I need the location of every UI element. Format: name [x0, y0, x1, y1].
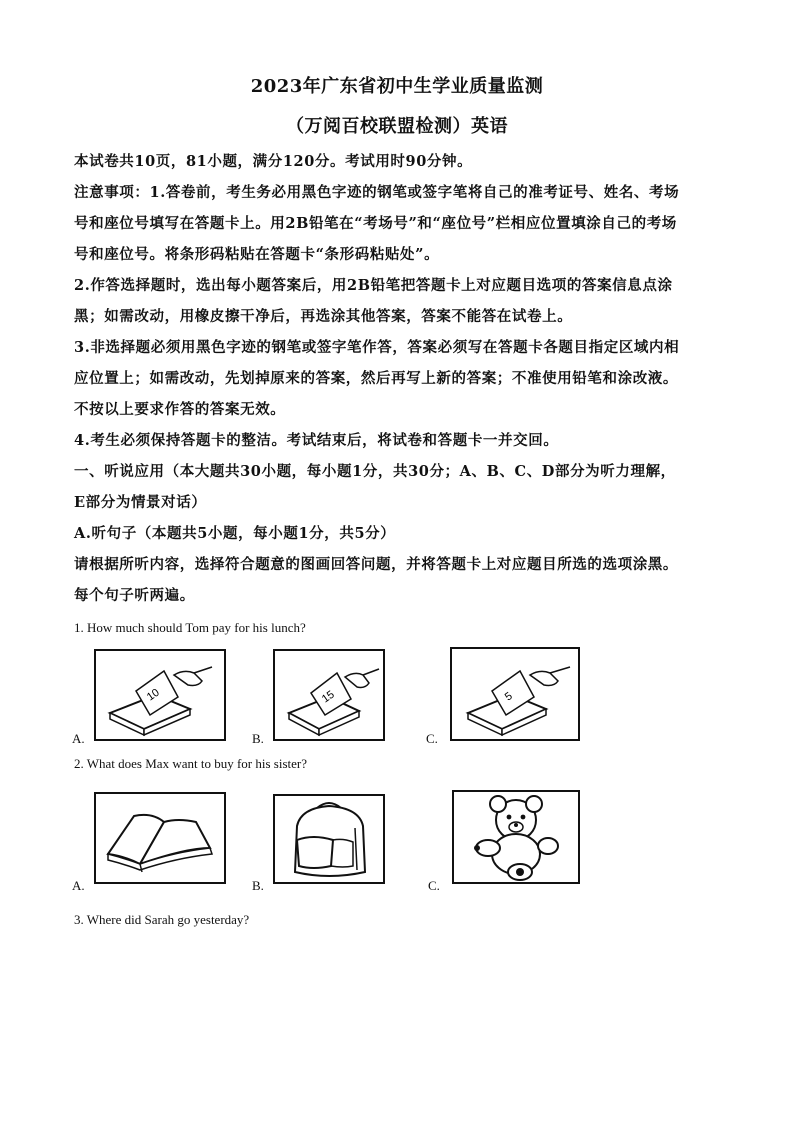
svg-text:10: 10 — [144, 686, 162, 704]
part-a-instruction-line-1: 请根据所听内容，选择符合题意的图画回答问题，并将答题卡上对应题目所选的选项涂黑。 — [74, 556, 678, 573]
section-1-heading-line-1: 一、听说应用（本大题共30小题，每小题1分，共30分；A、B、C、D部分为听力理解， — [74, 463, 676, 480]
svg-text:15: 15 — [319, 688, 337, 706]
question-1-option-a-picture — [94, 649, 226, 741]
exam-subtitle: （万阅百校联盟检测）英语 — [286, 116, 508, 137]
question-3-text: 3. Where did Sarah go yesterday? — [74, 912, 250, 927]
money-on-book-icon — [450, 647, 580, 741]
notice-3-line-3: 不按以上要求作答的答案无效。 — [74, 401, 286, 418]
notice-3-line-2: 应位置上；如需改动，先划掉原来的答案，然后再写上新的答案；不准使用铅笔和涂改液。 — [74, 370, 678, 387]
question-2-text: 2. What does Max want to buy for his sister? — [74, 756, 307, 771]
notice-2-line-1: 2.作答选择题时，选出每小题答案后，用2B铅笔把答题卡上对应题目选项的答案信息点涂 — [74, 277, 673, 294]
question-2-option-a-picture — [94, 792, 226, 884]
notice-2-line-2: 黑；如需改动，用橡皮擦干净后，再选涂其他答案，答案不能答在试卷上。 — [74, 308, 573, 325]
notice-1-line-2: 号和座位号填写在答题卡上。用2B铅笔在“考场号”和“座位号”栏相应位置填涂自己的考场 — [74, 215, 677, 232]
part-a-instruction-line-2: 每个句子听两遍。 — [74, 587, 195, 604]
money-on-book-icon — [273, 649, 385, 741]
question-2-option-b-picture — [273, 794, 385, 884]
question-2-option-c-picture — [452, 790, 580, 884]
question-1-text: 1. How much should Tom pay for his lunch? — [74, 620, 306, 635]
backpack-icon — [273, 794, 385, 884]
question-1-option-b-picture — [273, 649, 385, 741]
exam-title: 2023年广东省初中生学业质量监测 — [250, 76, 544, 97]
notice-1-line-3: 号和座位号。将条形码粘贴在答题卡“条形码粘贴处”。 — [74, 246, 440, 263]
question-2-option-b-label[interactable]: B. — [252, 878, 264, 893]
question-1-option-c-picture — [450, 647, 580, 741]
part-a-title: A.听句子（本题共5小题，每小题1分，共5分） — [74, 525, 396, 542]
question-1-option-a-label[interactable]: A. — [72, 731, 85, 746]
open-book-icon — [94, 792, 226, 884]
exam-intro: 本试卷共10页，81小题，满分120分。考试用时90分钟。 — [74, 153, 473, 170]
question-2-option-c-label[interactable]: C. — [428, 878, 440, 893]
money-on-book-icon — [94, 649, 226, 741]
svg-text:5: 5 — [502, 690, 515, 704]
question-2-option-a-label[interactable]: A. — [72, 878, 85, 893]
notice-3-line-1: 3.非选择题必须用黑色字迹的钢笔或签字笔作答，答案必须写在答题卡各题目指定区域内相 — [74, 339, 680, 356]
notice-4: 4.考生必须保持答题卡的整洁。考试结束后，将试卷和答题卡一并交回。 — [74, 432, 559, 449]
section-1-heading-line-2: E部分为情景对话） — [74, 494, 207, 511]
question-1-option-b-label[interactable]: B. — [252, 731, 264, 746]
question-1-option-c-label[interactable]: C. — [426, 731, 438, 746]
notice-1-line-1: 注意事项：1.答卷前，考生务必用黑色字迹的钢笔或签字笔将自己的准考证号、姓名、考场 — [74, 184, 680, 201]
teddy-bear-icon — [452, 790, 580, 884]
